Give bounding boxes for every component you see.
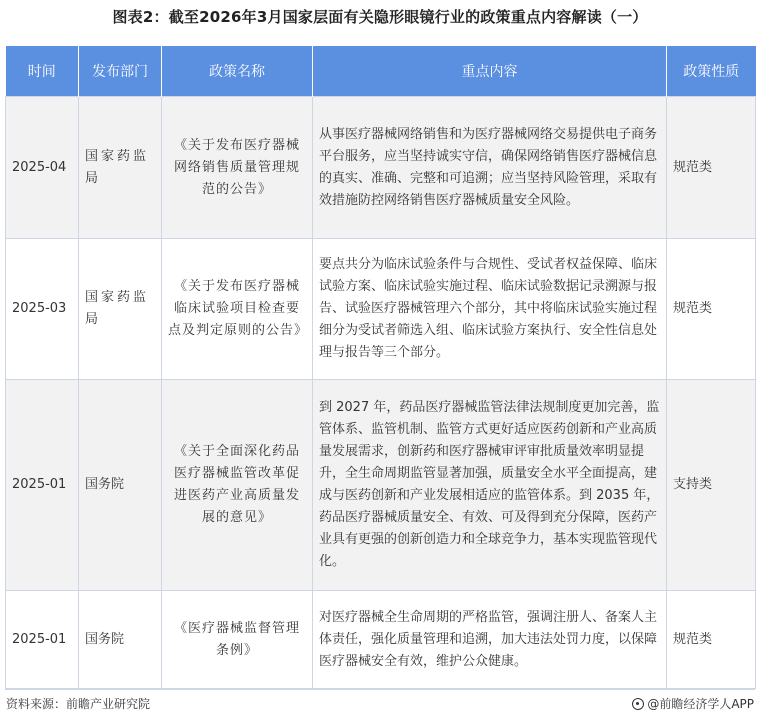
table-row bbox=[6, 97, 756, 239]
policy-table bbox=[5, 46, 756, 689]
brand-logo-icon bbox=[632, 698, 644, 710]
cell-dept: 国务院 bbox=[79, 380, 162, 591]
cell-nature: 规范类 bbox=[667, 239, 756, 380]
footer-divider bbox=[5, 689, 755, 690]
cell-policy-name: 《关于发布医疗器械网络销售质量管理规范的公告》 bbox=[162, 97, 313, 239]
cell-time: 2025-01 bbox=[6, 380, 79, 591]
chart-title: 图表2：截至2026年3月国家层面有关隐形眼镜行业的政策重点内容解读（一） bbox=[112, 8, 648, 26]
cell-nature: 规范类 bbox=[667, 591, 756, 689]
cell-dept: 国家药监局 bbox=[79, 239, 162, 380]
header-nature: 政策性质 bbox=[667, 46, 756, 97]
cell-policy-name: 《关于全面深化药品医疗器械监管改革促进医药产业高质量发展的意见》 bbox=[162, 380, 313, 591]
cell-time: 2025-03 bbox=[6, 239, 79, 380]
cell-nature: 支持类 bbox=[667, 380, 756, 591]
source-note: 资料来源：前瞻产业研究院 bbox=[6, 697, 151, 711]
header-time: 时间 bbox=[6, 46, 79, 97]
brand-label: @前瞻经济学人APP bbox=[647, 697, 754, 711]
cell-content: 要点共分为临床试验条件与合规性、受试者权益保障、临床试验方案、临床试验实施过程、临床试验数据记录溯源与报告、试验医疗器械管理六个部分，其中将临床试验实施过程细分为受试者筛选入组、临床试验方案执行、安全性信息处理与报告等三个部分。 bbox=[313, 239, 667, 380]
cell-time: 2025-04 bbox=[6, 97, 79, 239]
header-content: 重点内容 bbox=[313, 46, 667, 97]
cell-nature: 规范类 bbox=[667, 97, 756, 239]
brand-credit bbox=[632, 695, 754, 712]
table-row bbox=[6, 239, 756, 380]
table-row bbox=[6, 380, 756, 591]
cell-time: 2025-01 bbox=[6, 591, 79, 689]
cell-dept: 国家药监局 bbox=[79, 97, 162, 239]
cell-content: 到 2027 年，药品医疗器械监管法律法规制度更加完善，监管体系、监管机制、监管方式更好适应医药创新和产业高质量发展需求，创新药和医疗器械审评审批质量效率明显提升，全生命周期监管显著加强，质量安全水平全面提高，建成与医药创新和产业发展相适应的监管体系。到 2035 年，药品医疗器械质量安全、有效、可及得到充分保障，医药产业具有更强的创新创造力和全球竞争力，基本实现监管现代化。 bbox=[313, 380, 667, 591]
cell-content: 从事医疗器械网络销售和为医疗器械网络交易提供电子商务平台服务，应当坚持诚实守信，确保网络销售医疗器械信息的真实、准确、完整和可追溯；应当坚持风险管理，采取有效措施防控网络销售医疗器械质量安全风险。 bbox=[313, 97, 667, 239]
header-name: 政策名称 bbox=[162, 46, 313, 97]
table-header-row bbox=[6, 46, 756, 97]
cell-dept: 国务院 bbox=[79, 591, 162, 689]
cell-policy-name: 《医疗器械监督管理条例》 bbox=[162, 591, 313, 689]
header-dept: 发布部门 bbox=[79, 46, 162, 97]
table-row bbox=[6, 591, 756, 689]
cell-content: 对医疗器械全生命周期的严格监管，强调注册人、备案人主体责任，强化质量管理和追溯，加大违法处罚力度，以保障医疗器械安全有效，维护公众健康。 bbox=[313, 591, 667, 689]
cell-policy-name: 《关于发布医疗器械临床试验项目检查要点及判定原则的公告》 bbox=[162, 239, 313, 380]
